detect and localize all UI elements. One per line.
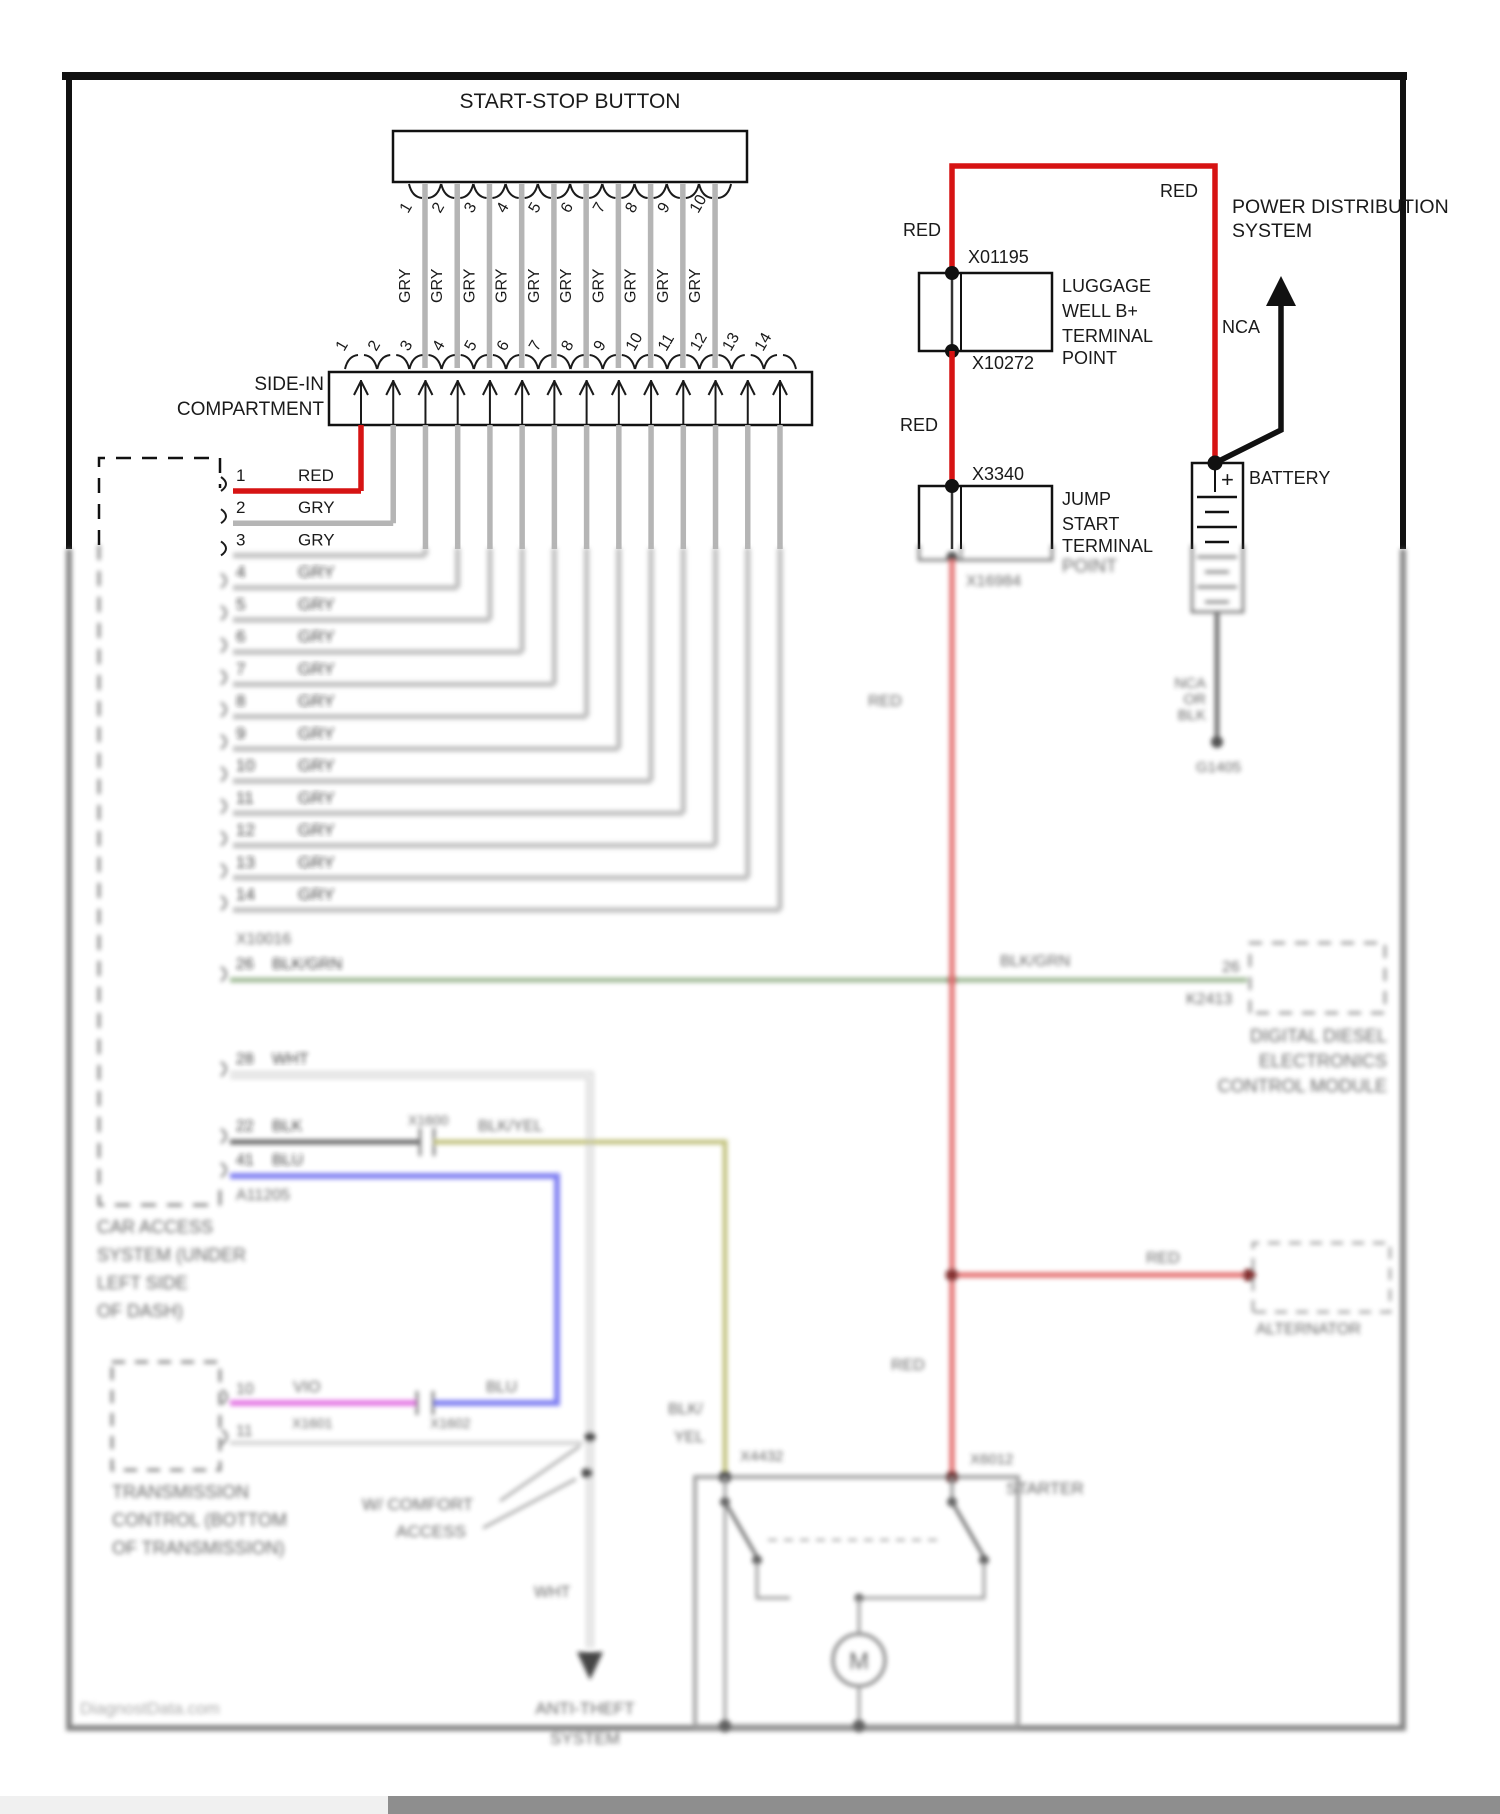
- compartment-pin-arrow-icon: [683, 381, 690, 395]
- button-pin-color-label: GRY: [622, 268, 640, 303]
- transmission-pin-bracket-1: [222, 1390, 227, 1404]
- button-pin-bracket-right: [621, 184, 634, 198]
- alternator-caption: ALTERNATOR: [1256, 1321, 1361, 1338]
- car-access-pin-bracket: [221, 541, 226, 555]
- compartment-pin-bracket-left: [474, 355, 487, 369]
- compartment-pin-arrow-icon: [580, 381, 587, 395]
- car-access-wire-color-label: GRY: [298, 530, 335, 550]
- luggage-label-2: WELL B+: [1062, 301, 1138, 321]
- car-access-wire-color-label: GRY: [298, 820, 335, 840]
- compartment-pin-arrow-icon: [393, 381, 400, 395]
- compartment-pin-arrow-icon: [386, 381, 393, 395]
- car-access-pin-bracket: [221, 670, 226, 684]
- button-pin-bracket-left: [538, 184, 551, 198]
- car-access-pin-bracket: [221, 799, 226, 813]
- jump-label-1: JUMP: [1062, 489, 1111, 509]
- ddec-caption-2: ELECTRONICS: [1258, 1051, 1387, 1071]
- power-distribution-label-2: SYSTEM: [1232, 220, 1313, 242]
- car-access-pin-number: 41: [236, 1152, 254, 1169]
- compartment-pin-arrow-icon: [651, 381, 658, 395]
- compartment-pin-bracket-right: [590, 355, 603, 369]
- splice-id-left: X1601: [292, 1415, 333, 1431]
- car-access-wire-color-label: GRY: [298, 788, 335, 808]
- button-pin-bracket-left: [635, 184, 648, 198]
- transmission-caption-2: CONTROL (BOTTOM: [112, 1510, 287, 1530]
- car-access-pin-number: 3: [236, 530, 246, 550]
- compartment-pin-arrow-icon: [676, 381, 683, 395]
- nca-label: NCA: [1222, 317, 1261, 337]
- bottom-scroll-strip: [388, 1796, 1500, 1814]
- button-pin-color-label: GRY: [429, 268, 447, 303]
- compartment-pin-arrow-icon: [522, 381, 529, 395]
- compartment-pin-number: 3: [397, 337, 417, 354]
- button-pin-bracket-right: [589, 184, 602, 198]
- car-access-pin-bracket: [221, 864, 226, 878]
- button-pin-bracket-right: [525, 184, 538, 198]
- button-pin-bracket-right: [428, 184, 441, 198]
- starter-motor-m: M: [849, 1648, 869, 1675]
- button-pin-bracket-left: [409, 184, 422, 198]
- ddec-box: [1250, 943, 1385, 1013]
- battery-wire-label-2: OR: [1183, 691, 1206, 708]
- button-pin-number: 7: [590, 199, 610, 216]
- compartment-pin-arrow-icon: [780, 381, 787, 395]
- car-access-wire-color-label: GRY: [298, 594, 335, 614]
- car-access-pin-number: 22: [236, 1118, 254, 1135]
- compartment-pin-arrow-icon: [716, 381, 723, 395]
- wire-label-red-3: RED: [900, 415, 939, 435]
- compartment-pin-bracket-left: [377, 355, 390, 369]
- car-access-box-crisp: [99, 458, 220, 545]
- car-access-pin-number: 12: [236, 820, 255, 840]
- compartment-pin-bracket-left: [667, 355, 680, 369]
- wire-label-red-1: RED: [902, 220, 941, 240]
- compartment-pin-bracket-left: [635, 355, 648, 369]
- starter-yel-connector-id: X4432: [740, 1448, 784, 1465]
- nca-arrow-icon: [1266, 276, 1296, 306]
- compartment-pin-number: 4: [429, 337, 449, 354]
- compartment-pin-arrow-icon: [451, 381, 458, 395]
- car-access-pin-number: 26: [236, 956, 254, 973]
- car-access-pin-number: 7: [236, 659, 246, 679]
- compartment-pin-arrow-icon: [483, 381, 490, 395]
- button-pin-number: 4: [493, 199, 513, 216]
- compartment-pin-arrow-icon: [587, 381, 594, 395]
- compartment-pin-bracket-right: [622, 355, 635, 369]
- compartment-pin-arrow-icon: [554, 381, 561, 395]
- button-pin-bracket-left: [667, 184, 680, 198]
- bottom-strip-left: [0, 1796, 388, 1814]
- car-access-box-blur: [99, 545, 220, 1205]
- wire-label-red-6: RED: [1146, 1250, 1180, 1267]
- jump-label-3: TERMINAL: [1062, 536, 1154, 556]
- button-pin-number: 9: [654, 199, 674, 216]
- compartment-pin-arrow-icon: [741, 381, 748, 395]
- compartment-pin-arrow-icon: [354, 381, 361, 395]
- car-access-pin-number: 5: [236, 594, 246, 614]
- car-access-connector-id: X10016: [236, 931, 292, 948]
- car-access-pin-bracket: [221, 1062, 226, 1076]
- car-access-pin-number: 6: [236, 627, 246, 647]
- car-access-wire-color-label: GRY: [298, 723, 335, 743]
- comfort-connector-dot-2: [582, 1468, 593, 1479]
- compartment-pin-bracket-right: [751, 355, 764, 369]
- car-access-wire-color-label: GRY: [298, 691, 335, 711]
- junction-dot-x01195: [945, 266, 959, 280]
- transmission-pin-bracket-2: [222, 1430, 227, 1444]
- power-distribution-label-1: POWER DISTRIBUTION: [1232, 196, 1449, 218]
- car-access-pin-number: 13: [236, 852, 255, 872]
- battery-wire-label-3: BLK: [1177, 707, 1206, 724]
- button-pin-number: 2: [428, 199, 449, 216]
- luggage-label-3: TERMINAL: [1062, 326, 1154, 346]
- alternator-box: [1253, 1243, 1390, 1312]
- compartment-pin-bracket-left: [506, 355, 519, 369]
- car-access-pin-bracket: [221, 509, 226, 523]
- car-access-wire-color-label: GRY: [298, 852, 335, 872]
- car-access-pin-number: 14: [236, 884, 255, 904]
- button-pin-bracket-left: [602, 184, 615, 198]
- compartment-pin-bracket-left: [732, 355, 745, 369]
- transmission-box: [112, 1362, 220, 1470]
- wht-label: WHT: [534, 1584, 571, 1601]
- compartment-pin-arrow-icon: [773, 381, 780, 395]
- compartment-pin-arrow-icon: [619, 381, 626, 395]
- button-pin-bracket-right: [492, 184, 505, 198]
- compartment-pin-number: 6: [493, 337, 514, 354]
- car-access-pin-number: 9: [236, 723, 246, 743]
- car-access-pin-bracket: [221, 1129, 226, 1143]
- compartment-pin-bracket-right: [525, 355, 538, 369]
- battery-plates-crisp: [1197, 497, 1237, 542]
- compartment-label-line1: SIDE-IN: [254, 374, 324, 395]
- car-access-pin-number: 8: [236, 691, 246, 711]
- junction-dot-alt-branch: [946, 1269, 959, 1282]
- battery-plates-blur: [1197, 557, 1237, 602]
- jump-label-4: POINT: [1062, 556, 1118, 576]
- comfort-access-label-2: ACCESS: [396, 1522, 466, 1541]
- car-access-footer-id: A11205: [236, 1187, 290, 1204]
- terminal-x3340-label: X3340: [972, 464, 1025, 484]
- button-pin-bracket-right: [654, 184, 667, 198]
- compartment-pin-bracket-right: [364, 355, 377, 369]
- car-access-caption-1: CAR ACCESS: [97, 1217, 214, 1237]
- battery-plus-sign: +: [1221, 467, 1234, 492]
- car-access-pin-bracket: [221, 735, 226, 749]
- jump-start-box-crisp: [919, 486, 1052, 549]
- car-access-pin-bracket: [221, 767, 226, 781]
- button-pin-number: 1: [396, 199, 416, 216]
- starter-bottom-dot-1: [719, 1720, 732, 1733]
- car-access-wire-color-label: BLK: [272, 1118, 303, 1135]
- compartment-pin-bracket-right: [783, 355, 796, 369]
- compartment-pin-bracket-right: [461, 355, 474, 369]
- wire-label-red-2: RED: [1160, 181, 1199, 201]
- ddec-caption-3: CONTROL MODULE: [1217, 1076, 1387, 1096]
- luggage-label-4: POINT: [1062, 348, 1118, 368]
- compartment-pin-number: 9: [590, 337, 610, 354]
- compartment-pin-arrow-icon: [361, 381, 368, 395]
- fan-wires-blur-group: [221, 548, 780, 910]
- compartment-pin-number: 2: [364, 337, 385, 354]
- button-pin-color-label: GRY: [687, 268, 705, 303]
- transmission-pin-1: 10: [236, 1381, 254, 1398]
- compartment-pin-bracket-right: [686, 355, 699, 369]
- car-access-pin-number: 11: [236, 788, 254, 808]
- luggage-terminal-box: [919, 273, 1052, 351]
- compartment-pin-number: 13: [719, 330, 744, 354]
- battery-box-crisp: [1192, 463, 1243, 549]
- starter-switch2-blade: [952, 1502, 984, 1557]
- car-access-pin-number: 4: [236, 562, 246, 582]
- compartment-pin-bracket-left: [571, 355, 584, 369]
- button-pin-number: 10: [686, 192, 711, 216]
- car-access-pin-bracket: [221, 896, 226, 910]
- compartment-pin-bracket-left: [538, 355, 551, 369]
- car-access-caption-3: LEFT SIDE: [97, 1273, 188, 1293]
- car-access-pin-number: 28: [236, 1051, 254, 1068]
- compartment-pin-bracket-left: [764, 355, 777, 369]
- compartment-pin-arrow-icon: [612, 381, 619, 395]
- compartment-pin-arrow-icon: [709, 381, 716, 395]
- splice-id-right: X1602: [430, 1415, 471, 1431]
- car-access-wire-color-label: GRY: [298, 884, 335, 904]
- button-pin-bracket-left: [570, 184, 583, 198]
- luggage-label-1: LUGGAGE: [1062, 276, 1152, 296]
- button-pin-color-label: GRY: [654, 268, 672, 303]
- compartment-pin-number: 11: [655, 331, 679, 354]
- button-pin-color-label: GRY: [558, 268, 576, 303]
- ddec-id-label: K2413: [1186, 991, 1233, 1008]
- car-access-wire-color-label: GRY: [298, 562, 335, 582]
- compartment-pin-number: 14: [751, 330, 776, 354]
- page-title: START-STOP BUTTON: [459, 90, 681, 113]
- car-access-wire-color-label: RED: [298, 466, 334, 485]
- watermark: DiagnostData.com: [80, 1699, 220, 1718]
- car-access-pin-number: 10: [236, 756, 255, 776]
- jump-bottom-id: X16984: [966, 573, 1022, 590]
- button-pin-number: 3: [461, 199, 481, 216]
- blu-wire: [230, 1176, 557, 1403]
- button-pin-bracket-left: [441, 184, 454, 198]
- button-pin-color-label: GRY: [493, 268, 511, 303]
- compartment-pin-arrow-icon: [418, 381, 425, 395]
- button-pin-bracket-right: [718, 184, 731, 198]
- battery-ground-dot: [1211, 736, 1223, 748]
- car-access-pin-bracket: [221, 967, 226, 981]
- compartment-pin-bracket-right: [493, 355, 506, 369]
- terminal-x10272-label: X10272: [972, 353, 1035, 373]
- button-pin-color-label: GRY: [525, 268, 543, 303]
- compartment-pin-number: 10: [622, 330, 647, 354]
- compartment-pins-group: [333, 330, 796, 425]
- blk-yel-label: BLK/YEL: [478, 1118, 543, 1135]
- car-access-pin-number: 1: [236, 466, 246, 485]
- compartment-pin-arrow-icon: [515, 381, 522, 395]
- blk-yel-vert-label-2: YEL: [674, 1429, 705, 1446]
- compartment-pin-arrow-icon: [644, 381, 651, 395]
- compartment-pin-bracket-left: [409, 355, 422, 369]
- car-access-wire-color-label: GRY: [298, 659, 335, 679]
- jump-start-box-blur: [919, 545, 1052, 560]
- compartment-pin-arrow-icon: [458, 381, 465, 395]
- button-pin-number: 8: [622, 199, 642, 216]
- ddec-pin-label: 26: [1222, 959, 1240, 976]
- button-pin-color-label: GRY: [590, 268, 608, 303]
- starter-switch1-blade: [725, 1502, 757, 1557]
- terminal-x01195-label: X01195: [968, 247, 1029, 267]
- button-pin-bracket-left: [473, 184, 486, 198]
- button-pin-number: 6: [557, 199, 578, 216]
- compartment-pin-bracket-left: [700, 355, 713, 369]
- transmission-pin-2: 11: [236, 1423, 253, 1440]
- button-pin-number: 5: [525, 199, 545, 216]
- compartment-pin-bracket-right: [654, 355, 667, 369]
- blk-grn-right-label: BLK/GRN: [1000, 953, 1071, 970]
- battery-ground-id: G1405: [1196, 759, 1242, 776]
- blk-yel-vert-label-1: BLK/: [668, 1401, 703, 1418]
- compartment-pin-number: 1: [332, 337, 352, 354]
- comfort-connector-dot-1: [585, 1432, 596, 1443]
- button-pin-color-label: GRY: [397, 268, 414, 303]
- anti-theft-arrow-icon: [577, 1652, 603, 1680]
- car-access-wire-color-label: WHT: [272, 1051, 309, 1068]
- compartment-pin-number: 7: [526, 337, 546, 354]
- fan-wires-crisp-group: [221, 425, 780, 555]
- compartment-pin-bracket-right: [428, 355, 441, 369]
- car-access-pin-bracket: [221, 606, 226, 620]
- car-access-wire-color-label: GRY: [298, 756, 335, 776]
- car-access-wire-color-label: BLU: [272, 1152, 304, 1169]
- compartment-pin-bracket-right: [396, 355, 409, 369]
- comfort-leader-line-2: [483, 1479, 576, 1528]
- anti-theft-label-1: ANTI-THEFT: [535, 1699, 635, 1718]
- car-access-caption-2: SYSTEM (UNDER: [97, 1245, 247, 1265]
- compartment-label-line2: COMPARTMENT: [176, 399, 324, 420]
- button-pin-color-label: GRY: [461, 268, 479, 303]
- car-access-caption-4: OF DASH): [97, 1301, 184, 1321]
- car-access-pin-number: 2: [236, 498, 246, 518]
- compartment-pin-arrow-icon: [425, 381, 432, 395]
- comfort-leader-line-1: [500, 1446, 580, 1501]
- comfort-access-label-1: W/ COMFORT: [362, 1495, 474, 1514]
- ddec-caption-1: DIGITAL DIESEL: [1249, 1026, 1387, 1046]
- car-access-pin-bracket: [221, 703, 226, 717]
- transmission-caption-3: OF TRANSMISSION): [112, 1538, 285, 1558]
- compartment-pin-arrow-icon: [490, 381, 497, 395]
- compartment-pin-arrow-icon: [748, 381, 755, 395]
- compartment-pin-bracket-right: [719, 355, 732, 369]
- car-access-pin-bracket: [221, 574, 226, 588]
- splice-id-top: X1600: [408, 1112, 449, 1128]
- transmission-caption-1: TRANSMISSION: [112, 1482, 250, 1502]
- compartment-pin-number: 8: [558, 337, 578, 354]
- car-access-pin-bracket: [221, 477, 226, 491]
- car-access-wire-color-label: BLK/GRN: [272, 956, 343, 973]
- anti-theft-label-2: SYSTEM: [550, 1729, 620, 1748]
- button-pin-bracket-right: [557, 184, 570, 198]
- start-stop-button-box: [393, 131, 747, 182]
- starter-bottom-dot-2: [853, 1720, 866, 1733]
- wire-label-red-5: RED: [891, 1357, 925, 1374]
- compartment-pin-number: 5: [461, 337, 481, 354]
- compartment-pin-bracket-left: [603, 355, 616, 369]
- compartment-pin-bracket-right: [557, 355, 570, 369]
- car-access-pin-bracket: [221, 832, 226, 846]
- car-access-wire-color-label: GRY: [298, 627, 335, 647]
- compartment-pin-bracket-left: [442, 355, 455, 369]
- starter-connector-id: X6012: [970, 1451, 1014, 1468]
- car-access-pin-bracket: [221, 638, 226, 652]
- car-access-wire-color-label: GRY: [298, 498, 335, 518]
- starter-internal-wires: [757, 1563, 984, 1598]
- battery-label: BATTERY: [1249, 468, 1331, 488]
- jump-label-2: START: [1062, 514, 1120, 534]
- compartment-box: [329, 372, 812, 425]
- compartment-pin-bracket-left: [345, 355, 358, 369]
- blu-label: BLU: [486, 1379, 518, 1396]
- battery-wire-label-1: NCA: [1174, 675, 1206, 692]
- compartment-pin-arrow-icon: [547, 381, 554, 395]
- junction-dot-x3340: [945, 479, 959, 493]
- button-pin-bracket-left: [506, 184, 519, 198]
- wire-label-red-4: RED: [868, 693, 902, 710]
- car-access-pin-bracket: [221, 1163, 226, 1177]
- compartment-pin-number: 12: [687, 330, 711, 354]
- starter-label: STARTER: [1006, 1479, 1084, 1498]
- button-pin-bracket-right: [460, 184, 473, 198]
- blk-yel-wire: [434, 1142, 725, 1477]
- vio-label: VIO: [293, 1379, 321, 1396]
